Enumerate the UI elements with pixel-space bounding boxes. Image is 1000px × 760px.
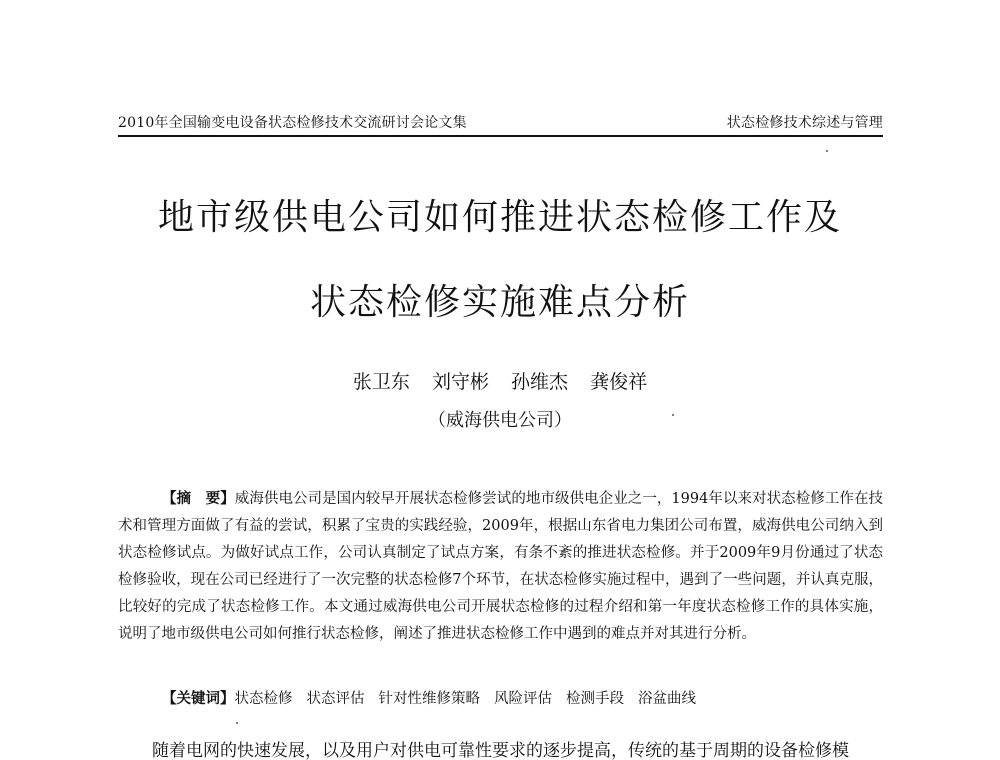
keyword: 状态检修 <box>234 691 293 707</box>
scan-speck <box>826 150 828 152</box>
author-name: 孙维杰 <box>511 371 569 393</box>
scan-speck <box>236 722 238 724</box>
author-affiliation: （威海供电公司） <box>428 410 572 431</box>
keywords <box>118 688 883 710</box>
abstract <box>118 486 883 648</box>
keywords-label: 【关键词】 <box>162 691 235 707</box>
paper-title-line-2: 状态检修实施难点分析 <box>309 282 690 323</box>
author-name: 刘守彬 <box>431 371 489 393</box>
scan-speck <box>672 414 674 416</box>
keyword: 状态评估 <box>306 691 365 707</box>
keyword: 浴盆曲线 <box>638 691 696 707</box>
keyword: 风险评估 <box>494 691 552 707</box>
abstract-text: 威海供电公司是国内较早开展状态检修尝试的地市级供电企业之一，1994年以来对状态检修工作在技术和管理方面做了有益的尝试，积累了宝贵的实践经验，2009年，根据山东省电力集团公司布置，威海供电公司纳入到状态检修试点。为做好试点工作，公司认真制定了试点方案，有条不紊的推进状态检修。并于2009年9月份通过了状态检修验收，现在公司已经进行了一次完整的状态检修7个环节，在状态检修实施过程中，遇到了一些问题，并认真克服，比较好的完成了状态检修工作。本文通过威海供电公司开展状态检修的过程介绍和第一年度状态检修工作的具体实施，说明了地市级供电公司如何推行状态检修，阐述了推进状态检修工作中遇到的难点并对其进行分析。 <box>118 491 883 642</box>
author-list <box>0 369 1000 395</box>
header-section-title: 状态检修技术综述与管理 <box>726 115 883 131</box>
paper-title-line-1: 地市级供电公司如何推进状态检修工作及 <box>157 197 842 238</box>
header-proceedings-title: 2010年全国输变电设备状态检修技术交流研讨会论文集 <box>118 115 467 131</box>
keyword: 针对性维修策略 <box>378 691 480 707</box>
running-header <box>118 112 883 134</box>
keyword: 检测手段 <box>566 691 624 707</box>
abstract-label: 【摘 要】 <box>162 491 235 507</box>
author-name: 张卫东 <box>352 371 410 393</box>
author-name: 龚俊祥 <box>590 371 648 393</box>
header-divider <box>118 135 883 137</box>
body-first-line: 随着电网的快速发展，以及用户对供电可靠性要求的逐步提高，传统的基于周期的设备检修模 <box>152 741 849 760</box>
